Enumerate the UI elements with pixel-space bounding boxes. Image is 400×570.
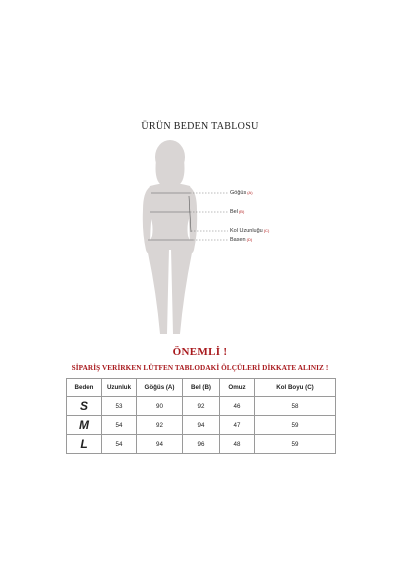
header-waist: Bel (B)	[183, 379, 220, 397]
table-cell: 54	[102, 416, 137, 435]
table-header-row	[67, 379, 336, 397]
table-cell: 96	[183, 435, 220, 454]
measurement-label-chest: Göğüs(A)	[230, 190, 253, 196]
table-cell: 47	[220, 416, 255, 435]
table-row	[67, 416, 336, 435]
important-heading: ÖNEMLİ !	[172, 346, 228, 358]
table-row	[67, 397, 336, 416]
measurement-label-sleeve: Kol Uzunluğu(C)	[230, 228, 270, 234]
table-cell-size: L	[67, 435, 102, 454]
order-notice: SİPARİŞ VERİRKEN LÜTFEN TABLODAKİ ÖLÇÜLERİ DİKKATE ALINIZ !	[71, 364, 329, 372]
header-sleeve-length: Kol Boyu (C)	[255, 379, 336, 397]
measurement-label-hip: Basen(D)	[230, 237, 253, 243]
table-cell-size: M	[67, 416, 102, 435]
header-length: Uzunluk	[102, 379, 137, 397]
table-cell: 54	[102, 435, 137, 454]
header-shoulder: Omuz	[220, 379, 255, 397]
table-cell: 92	[183, 397, 220, 416]
table-cell: 90	[137, 397, 183, 416]
table-cell: 53	[102, 397, 137, 416]
measurement-label-waist: Bel(B)	[230, 209, 245, 215]
table-cell: 59	[255, 416, 336, 435]
table-cell-size: S	[67, 397, 102, 416]
header-chest: Göğüs (A)	[137, 379, 183, 397]
size-table	[66, 378, 336, 454]
header-size: Beden	[67, 379, 102, 397]
table-cell: 59	[255, 435, 336, 454]
table-cell: 92	[137, 416, 183, 435]
table-cell: 46	[220, 397, 255, 416]
table-cell: 94	[183, 416, 220, 435]
table-cell: 48	[220, 435, 255, 454]
page-title: ÜRÜN BEDEN TABLOSU	[141, 121, 259, 132]
table-cell: 94	[137, 435, 183, 454]
table-row	[67, 435, 336, 454]
table-cell: 58	[255, 397, 336, 416]
